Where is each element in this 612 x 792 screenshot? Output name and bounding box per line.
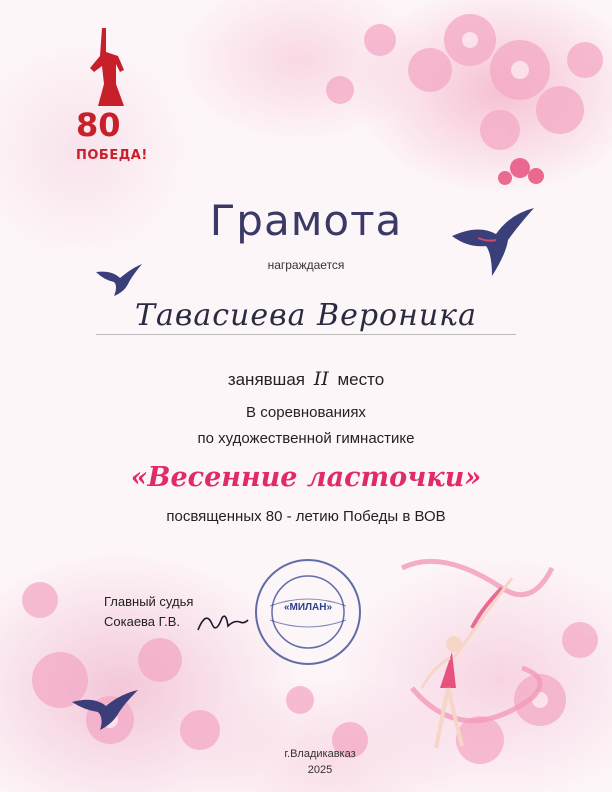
awarded-label: награждается	[267, 258, 345, 272]
swallow-icon	[70, 688, 140, 732]
place-prefix: занявшая	[227, 370, 305, 389]
dedication-line: посвященных 80 - летию Победы в ВОВ	[166, 508, 446, 525]
name-underline	[96, 334, 516, 335]
logo-year: 80	[76, 106, 121, 144]
judge-name: Сокаева Г.В.	[104, 614, 181, 629]
gymnast-illustration	[382, 548, 562, 768]
place-value: II	[313, 368, 329, 390]
competition-line-2: по художественной гимнастике	[197, 430, 415, 447]
event-name: «Весенние ласточки»	[130, 462, 482, 493]
footer-year: 2025	[307, 764, 333, 776]
recipient-name: Тавасиева Вероника	[135, 298, 477, 333]
place-line	[0, 368, 612, 390]
footer-city: г.Владикавказ	[284, 748, 356, 760]
place-suffix: место	[337, 370, 385, 389]
organization-stamp	[252, 556, 364, 668]
competition-line-1: В соревнованиях	[246, 404, 366, 421]
judge-signature	[196, 606, 250, 636]
motherland-statue-icon	[84, 26, 144, 108]
logo-text: ПОБЕДА!	[76, 148, 148, 163]
stamp-label: «МИЛАН»	[283, 602, 333, 613]
victory-80-logo	[70, 26, 160, 176]
judge-title: Главный судья	[104, 594, 194, 609]
certificate-title: Грамота	[209, 196, 403, 245]
